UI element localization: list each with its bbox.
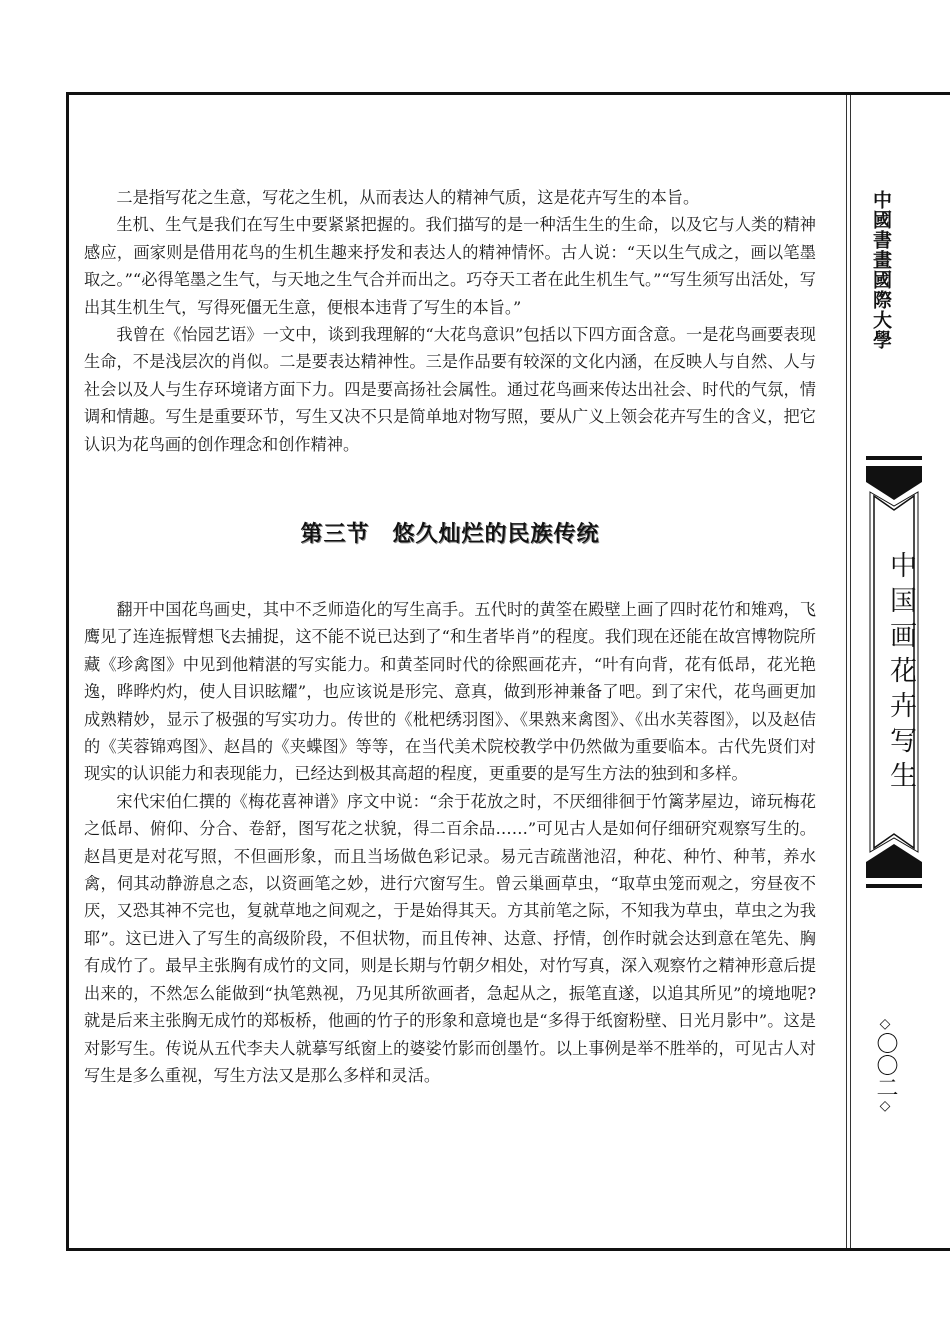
- body-text-block-1: [84, 184, 816, 458]
- paragraph: 宋代宋伯仁撰的《梅花喜神谱》序文中说：“余于花放之时，不厌细徘徊于竹篱茅屋边，谛玩梅花之低昂、俯仰、分合、卷舒，图写花之状貌，得二百余品……”可见古人是如何仔细研究观察写生的。赵昌更是对花写照，不但画形象，而且当场做色彩记录。易元吉疏凿池沼，种花、种竹、种苇，养水禽，伺其动静游息之态，以资画笔之妙，进行穴窗写生。曾云巢画草虫，“取草虫笼而观之，穷昼夜不厌，又恐其神不完也，复就草地之间观之，于是始得其天。方其前笔之际，不知我为草虫，草虫之为我耶”。这已进入了写生的高级阶段，不但状物，而且传神、达意、抒情，创作时就会达到意在笔先、胸有成竹了。最早主张胸有成竹的文同，则是长期与竹朝夕相处，对竹写真，深入观察竹之精神形意后提出来的，不然怎么能做到“执笔熟视，乃见其所欲画者，急起从之，振笔直遂，以追其所见”的境地呢?就是后来主张胸无成竹的郑板桥，他画的竹子的形象和意境也是“多得于纸窗粉壁、日光月影中”。这是对影写生。传说从五代李夫人就摹写纸窗上的婆娑竹影而创墨竹。以上事例是举不胜举的，可见古人对写生是多么重视，写生方法又是那么多样和灵活。: [84, 791, 816, 1085]
- university-title: 中國書畫國際大學: [870, 190, 892, 350]
- frame-bottom-border: [66, 1248, 950, 1251]
- margin-divider-line: [846, 95, 847, 1248]
- margin-divider-line-inner: [850, 95, 851, 1248]
- paragraph: 我曾在《怡园艺语》一文中，谈到我理解的“大花鸟意识”包括以下四方面含意。一是花鸟画要表现生命，不是浅层次的肖似。二是要表达精神性。三是作品要有较深的文化内涵，在反映人与自然、人与社会以及人与生存环境诸方面下力。四是要高扬社会属性。通过花鸟画来传达出社会、时代的气氛，情调和情趣。写生是重要环节，写生又决不只是简单地对物写照，要从广义上领会花卉写生的含义，把它认识为花鸟画的创作理念和创作精神。: [84, 325, 816, 454]
- book-title: 中国画花卉写生: [885, 550, 916, 796]
- section-heading: 第三节 悠久灿烂的民族传统: [300, 522, 600, 547]
- paragraph: 二是指写花之生意，写花之生机，从而表达人的精神气质，这是花卉写生的本旨。: [116, 188, 700, 207]
- frame-left-border: [66, 92, 69, 1251]
- diamond-ornament-icon: ◇: [877, 1098, 893, 1114]
- diamond-ornament-icon: ◇: [877, 1016, 893, 1032]
- paragraph: 生机、生气是我们在写生中要紧紧把握的。我们描写的是一种活生生的生命，以及它与人类的精神感应，画家则是借用花鸟的生机生趣来抒发和表达人的精神情怀。古人说：“天以生气成之，画以笔墨取之。”“必得笔墨之生气，与天地之生气合并而出之。巧夺天工者在此生机生气。”“写生须写出活处，写出其生机生气，写得死僵无生意，便根本违背了写生的本旨。”: [84, 215, 816, 317]
- paragraph: 翻开中国花鸟画史，其中不乏师造化的写生高手。五代时的黄筌在殿壁上画了四时花竹和雉鸡，飞鹰见了连连振臂想飞去捕捉，这不能不说已达到了“和生者毕肖”的程度。我们现在还能在故宫博物院所藏《珍禽图》中见到他精湛的写实能力。和黄荃同时代的徐熙画花卉，“叶有向背，花有低昂，花光艳逸，晔晔灼灼，使人目识眩耀”，也应该说是形完、意真，做到形神兼备了吧。到了宋代，花鸟画更加成熟精妙，显示了极强的写实功力。传世的《枇杷绣羽图》、《果熟来禽图》、《出水芙蓉图》，以及赵佶的《芙蓉锦鸡图》、赵昌的《夹蝶图》等等，在当代美术院校教学中仍然做为重要临本。古代先贤们对现实的认识能力和表现能力，已经达到极其高超的程度，更重要的是写生方法的独到和多样。: [84, 600, 816, 784]
- frame-top-border: [66, 92, 950, 95]
- page-number: [872, 1000, 898, 1130]
- book-title-cartouche: [866, 456, 922, 888]
- page-number-value: 〇〇二: [873, 1032, 898, 1098]
- body-text-block-2: [84, 596, 816, 1089]
